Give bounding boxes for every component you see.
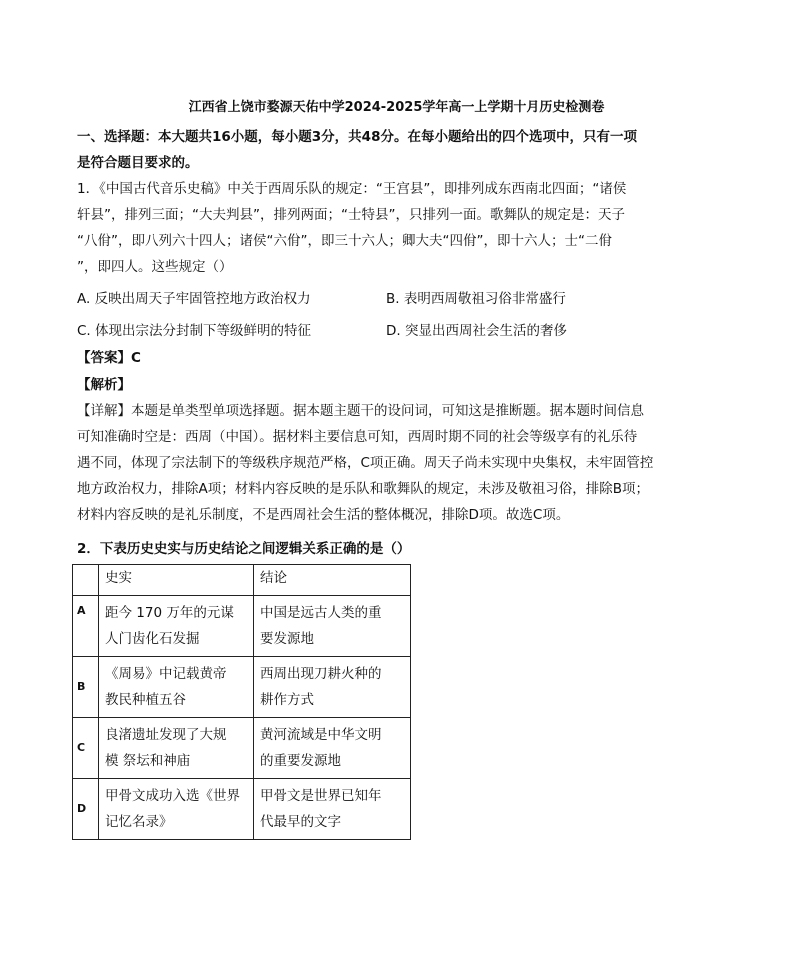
table-row [73,657,411,718]
option-c: C. 体现出宗法分封制下等级鲜明的特征 [77,323,312,339]
conclusion-line: 的重要发源地 [260,753,341,769]
option-b: B. 表明西周敬祖习俗非常盛行 [386,291,566,307]
table-row [73,718,411,779]
fact-line: 良渚遗址发现了大规 [105,727,227,743]
page-title: 江西省上饶市婺源天佑中学2024-2025学年高一上学期十月历史检测卷 [188,100,605,115]
fact-line: 人门齿化石发掘 [105,631,200,647]
table-header-cell [73,565,99,596]
fact-cell [99,718,254,779]
analysis-label: 【解析】 [77,377,131,393]
table-row [73,596,411,657]
row-key: C [73,718,99,779]
fact-line: 记忆名录》 [105,814,173,830]
detail-line: 【详解】本题是单类型单项选择题。据本题主题干的设问词，可知这是推断题。据本题时间信息 [77,403,644,419]
fact-line: 甲骨文成功入选《世界 [105,788,240,804]
history-table [72,564,411,840]
fact-cell [99,596,254,657]
question-1-line: ”，即四人。这些规定（） [77,259,233,275]
option-d: D. 突显出西周社会生活的奢侈 [386,323,567,339]
table-header-cell: 史实 [99,565,254,596]
question-1-line: “八佾”，即八列六十四人；诸侯“六佾”，即三十六人；卿大夫“四佾”，即十六人；士“二佾 [77,233,612,249]
conclusion-cell [254,718,411,779]
fact-line: 距今 170 万年的元谋 [105,605,234,621]
fact-line: 《周易》中记载黄帝 [105,666,227,682]
fact-cell [99,657,254,718]
answer-label: 【答案】C [77,350,141,366]
section-heading [77,124,677,176]
row-key: A [73,596,99,657]
option-a: A. 反映出周天子牢固管控地方政治权力 [77,291,311,307]
conclusion-line: 中国是远古人类的重 [260,605,382,621]
question-1-stem [77,176,677,280]
conclusion-cell [254,596,411,657]
conclusion-line: 甲骨文是世界已知年 [260,788,382,804]
section-heading-line: 是符合题目要求的。 [77,155,199,171]
fact-line: 教民种植五谷 [105,692,186,708]
detail-line: 材料内容反映的是礼乐制度，不是西周社会生活的整体概况，排除D项。故选C项。 [77,507,570,523]
row-key: B [73,657,99,718]
detail-line: 可知准确时空是：西周（中国）。据材料主要信息可知，西周时期不同的社会等级享有的礼乐待 [77,429,638,445]
detail-line: 地方政治权力，排除A项；材料内容反映的是乐队和歌舞队的规定，未涉及敬祖习俗，排除B项； [77,481,649,497]
detail-line: 遇不同，体现了宗法制下的等级秩序规范严格，C项正确。周天子尚未实现中央集权，未牢固管控 [77,455,654,471]
conclusion-line: 西周出现刀耕火种的 [260,666,382,682]
section-heading-line: 一、选择题：本大题共16小题，每小题3分，共48分。在每小题给出的四个选项中，只有一项 [77,129,637,145]
row-key: D [73,779,99,840]
conclusion-line: 黄河流域是中华文明 [260,727,382,743]
conclusion-line: 耕作方式 [260,692,314,708]
conclusion-line: 代最早的文字 [260,814,341,830]
fact-line: 模 祭坛和神庙 [105,753,191,769]
conclusion-line: 要发源地 [260,631,314,647]
question-1-line: 1．《中国古代音乐史稿》中关于西周乐队的规定：“王宫县”，即排列成东西南北四面；“诸侯 [77,181,627,197]
table-header-cell: 结论 [254,565,411,596]
conclusion-cell [254,779,411,840]
question-2-stem: 2．下表历史史实与历史结论之间逻辑关系正确的是（） [77,541,411,557]
table-row [73,779,411,840]
fact-cell [99,779,254,840]
conclusion-cell [254,657,411,718]
table-header-row [73,565,411,596]
question-1-line: 轩县”，排列三面；“大夫判县”，排列两面；“士特县”，只排列一面。歌舞队的规定是：天子 [77,207,625,223]
detail-explanation [77,398,677,528]
